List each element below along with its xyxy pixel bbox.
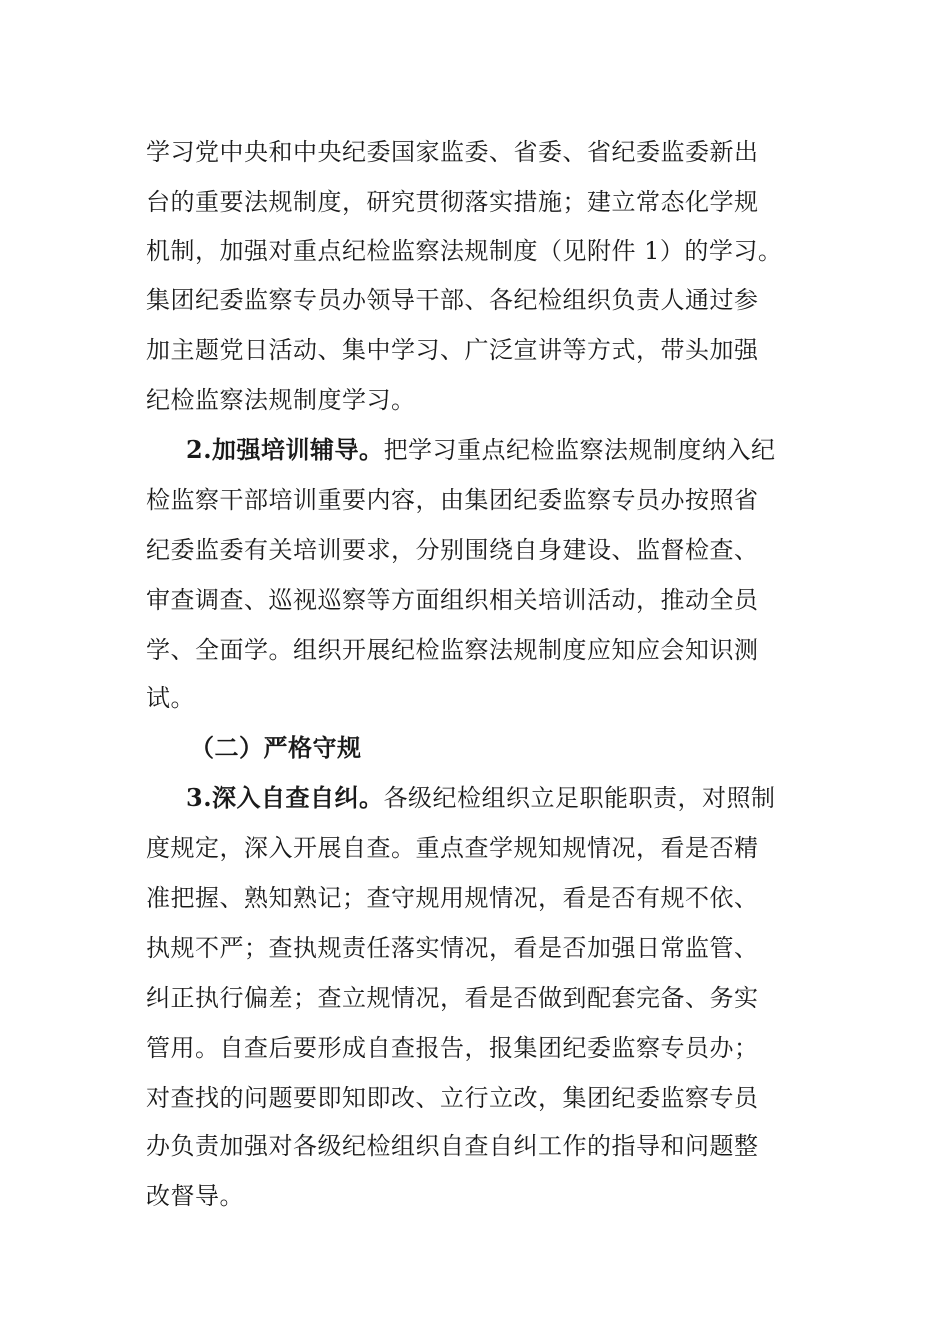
para1-line-4: 集团纪委监察专员办领导干部、各纪检组织负责人通过参 xyxy=(146,286,759,314)
item3-title: 3.深入自查自纠。 xyxy=(186,783,384,812)
item3-line-5: 纠正执行偏差；查立规情况，看是否做到配套完备、务实 xyxy=(146,984,759,1012)
item3-line-7: 对查找的问题要即知即改、立行立改，集团纪委监察专员 xyxy=(146,1084,759,1112)
item3-line-8: 办负责加强对各级纪检组织自查自纠工作的指导和问题整 xyxy=(146,1132,759,1160)
item2-title: 2.加强培训辅导。 xyxy=(186,435,384,464)
item3-line-9: 改督导。 xyxy=(146,1182,244,1210)
item2-line-1-text: 把学习重点纪检监察法规制度纳入纪 xyxy=(383,436,776,464)
item3-line-2: 度规定，深入开展自查。重点查学规知规情况，看是否精 xyxy=(146,834,759,862)
item2-line-4: 审查调查、巡视巡察等方面组织相关培训活动，推动全员 xyxy=(146,586,759,614)
item3-line-1 xyxy=(186,778,776,818)
para1-line-3: 机制，加强对重点纪检监察法规制度（见附件 1）的学习。 xyxy=(146,237,783,265)
item3-line-4: 执规不严；查执规责任落实情况，看是否加强日常监管、 xyxy=(146,934,759,962)
section-heading: （二）严格守规 xyxy=(190,733,362,762)
para1-line-6: 纪检监察法规制度学习。 xyxy=(146,386,416,414)
item2-line-6: 试。 xyxy=(146,684,195,712)
item2-line-5: 学、全面学。组织开展纪检监察法规制度应知应会知识测 xyxy=(146,636,759,664)
item3-line-1-text: 各级纪检组织立足职能职责，对照制 xyxy=(383,784,776,812)
item3-line-6: 管用。自查后要形成自查报告，报集团纪委监察专员办； xyxy=(146,1034,759,1062)
item2-line-3: 纪委监委有关培训要求，分别围绕自身建设、监督检查、 xyxy=(146,536,759,564)
para1-line-2: 台的重要法规制度，研究贯彻落实措施；建立常态化学规 xyxy=(146,188,759,216)
para1-line-5: 加主题党日活动、集中学习、广泛宣讲等方式，带头加强 xyxy=(146,336,759,364)
para1-line-1: 学习党中央和中央纪委国家监委、省委、省纪委监委新出 xyxy=(146,138,759,166)
item3-line-3: 准把握、熟知熟记；查守规用规情况，看是否有规不依、 xyxy=(146,884,759,912)
item2-line-2: 检监察干部培训重要内容，由集团纪委监察专员办按照省 xyxy=(146,486,759,514)
item2-line-1 xyxy=(186,430,776,470)
